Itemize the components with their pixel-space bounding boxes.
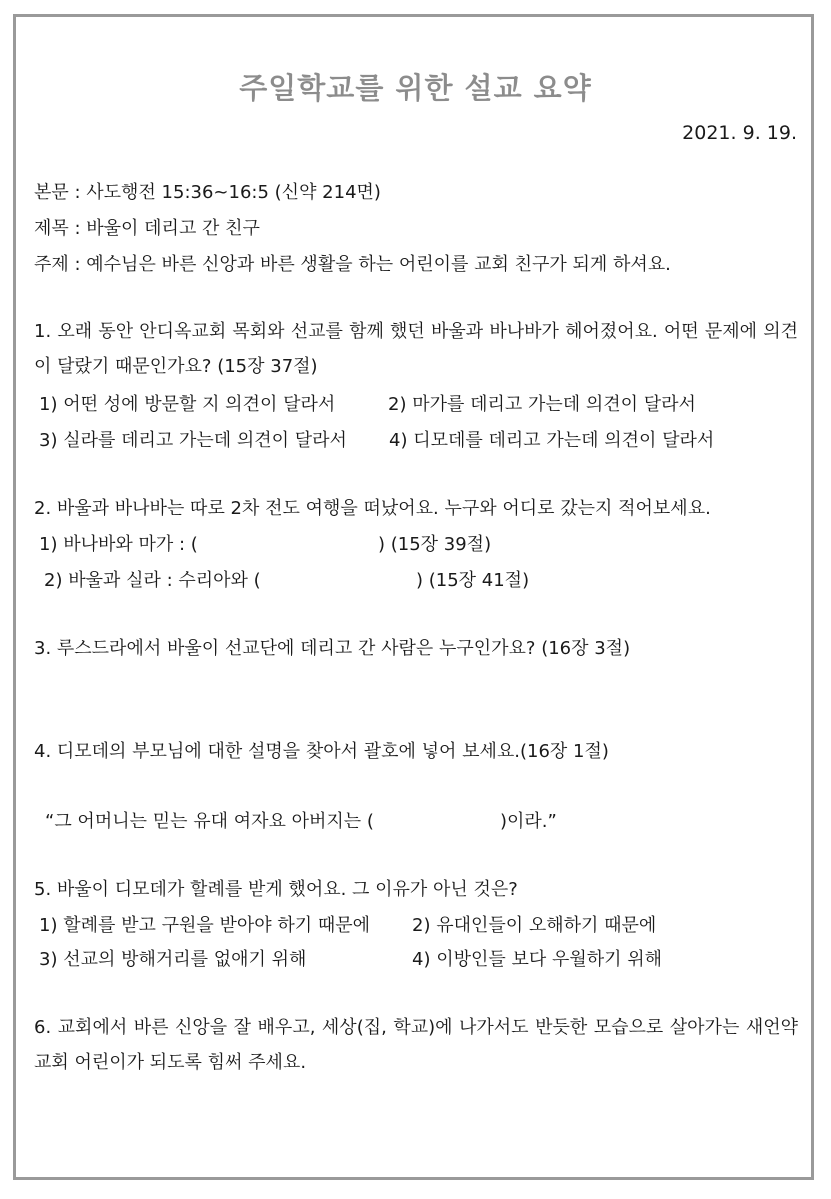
q2-answer-2-suffix: ) (15장 41절) xyxy=(416,570,530,591)
q4-quote-suffix: )이라.” xyxy=(500,811,557,832)
q1-option-2: 2) 마가를 데리고 가는데 의견이 달라서 xyxy=(388,394,696,415)
sermon-theme: 주제 : 예수님은 바른 신앙과 바른 생활을 하는 어린이를 교회 친구가 되게 하셔요. xyxy=(34,254,671,275)
question-5: 5. 바울이 디모데가 할례를 받게 했어요. 그 이유가 아닌 것은? xyxy=(34,879,518,900)
q2-answer-2-prefix: 2) 바울과 실라 : 수리아와 ( xyxy=(44,570,261,591)
scripture-reference: 본문 : 사도행전 15:36~16:5 (신약 214면) xyxy=(34,182,381,203)
question-3: 3. 루스드라에서 바울이 선교단에 데리고 간 사람은 누구인가요? (16장 3절) xyxy=(34,638,631,659)
page-title: 주일학교를 위한 설교 요약 xyxy=(239,71,592,105)
q1-option-1: 1) 어떤 성에 방문할 지 의견이 달라서 xyxy=(39,394,336,415)
date: 2021. 9. 19. xyxy=(682,122,797,144)
q1-option-3: 3) 실라를 데리고 가는데 의견이 달라서 xyxy=(39,430,347,451)
q2-answer-1-suffix: ) (15장 39절) xyxy=(378,534,492,555)
q4-quote-prefix: “그 어머니는 믿는 유대 여자요 아버지는 ( xyxy=(45,811,374,832)
question-2: 2. 바울과 바나바는 따로 2차 전도 여행을 떠났어요. 누구와 어디로 갔는지 적어보세요. xyxy=(34,498,711,519)
question-4: 4. 디모데의 부모님에 대한 설명을 찾아서 괄호에 넣어 보세요.(16장 1절) xyxy=(34,741,609,762)
q5-option-3: 3) 선교의 방해거리를 없애기 위해 xyxy=(39,949,307,970)
question-1: 1. 오래 동안 안디옥교회 목회와 선교를 함께 했던 바울과 바나바가 헤어졌어요. 어떤 문제에 의견이 달랐기 때문인가요? (15장 37절) xyxy=(34,321,798,377)
q5-option-1: 1) 할례를 받고 구원을 받아야 하기 때문에 xyxy=(39,915,371,936)
closing-exhortation: 6. 교회에서 바른 신앙을 잘 배우고, 세상(집, 학교)에 나가서도 반듯한 모습으로 살아가는 새언약교회 어린이가 되도록 힘써 주세요. xyxy=(34,1017,798,1073)
q5-option-2: 2) 유대인들이 오해하기 때문에 xyxy=(412,915,657,936)
q5-option-4: 4) 이방인들 보다 우월하기 위해 xyxy=(412,949,663,970)
q1-option-4: 4) 디모데를 데리고 가는데 의견이 달라서 xyxy=(389,430,715,451)
q2-answer-1-prefix: 1) 바나바와 마가 : ( xyxy=(39,534,198,555)
sermon-title: 제목 : 바울이 데리고 간 친구 xyxy=(34,218,260,239)
